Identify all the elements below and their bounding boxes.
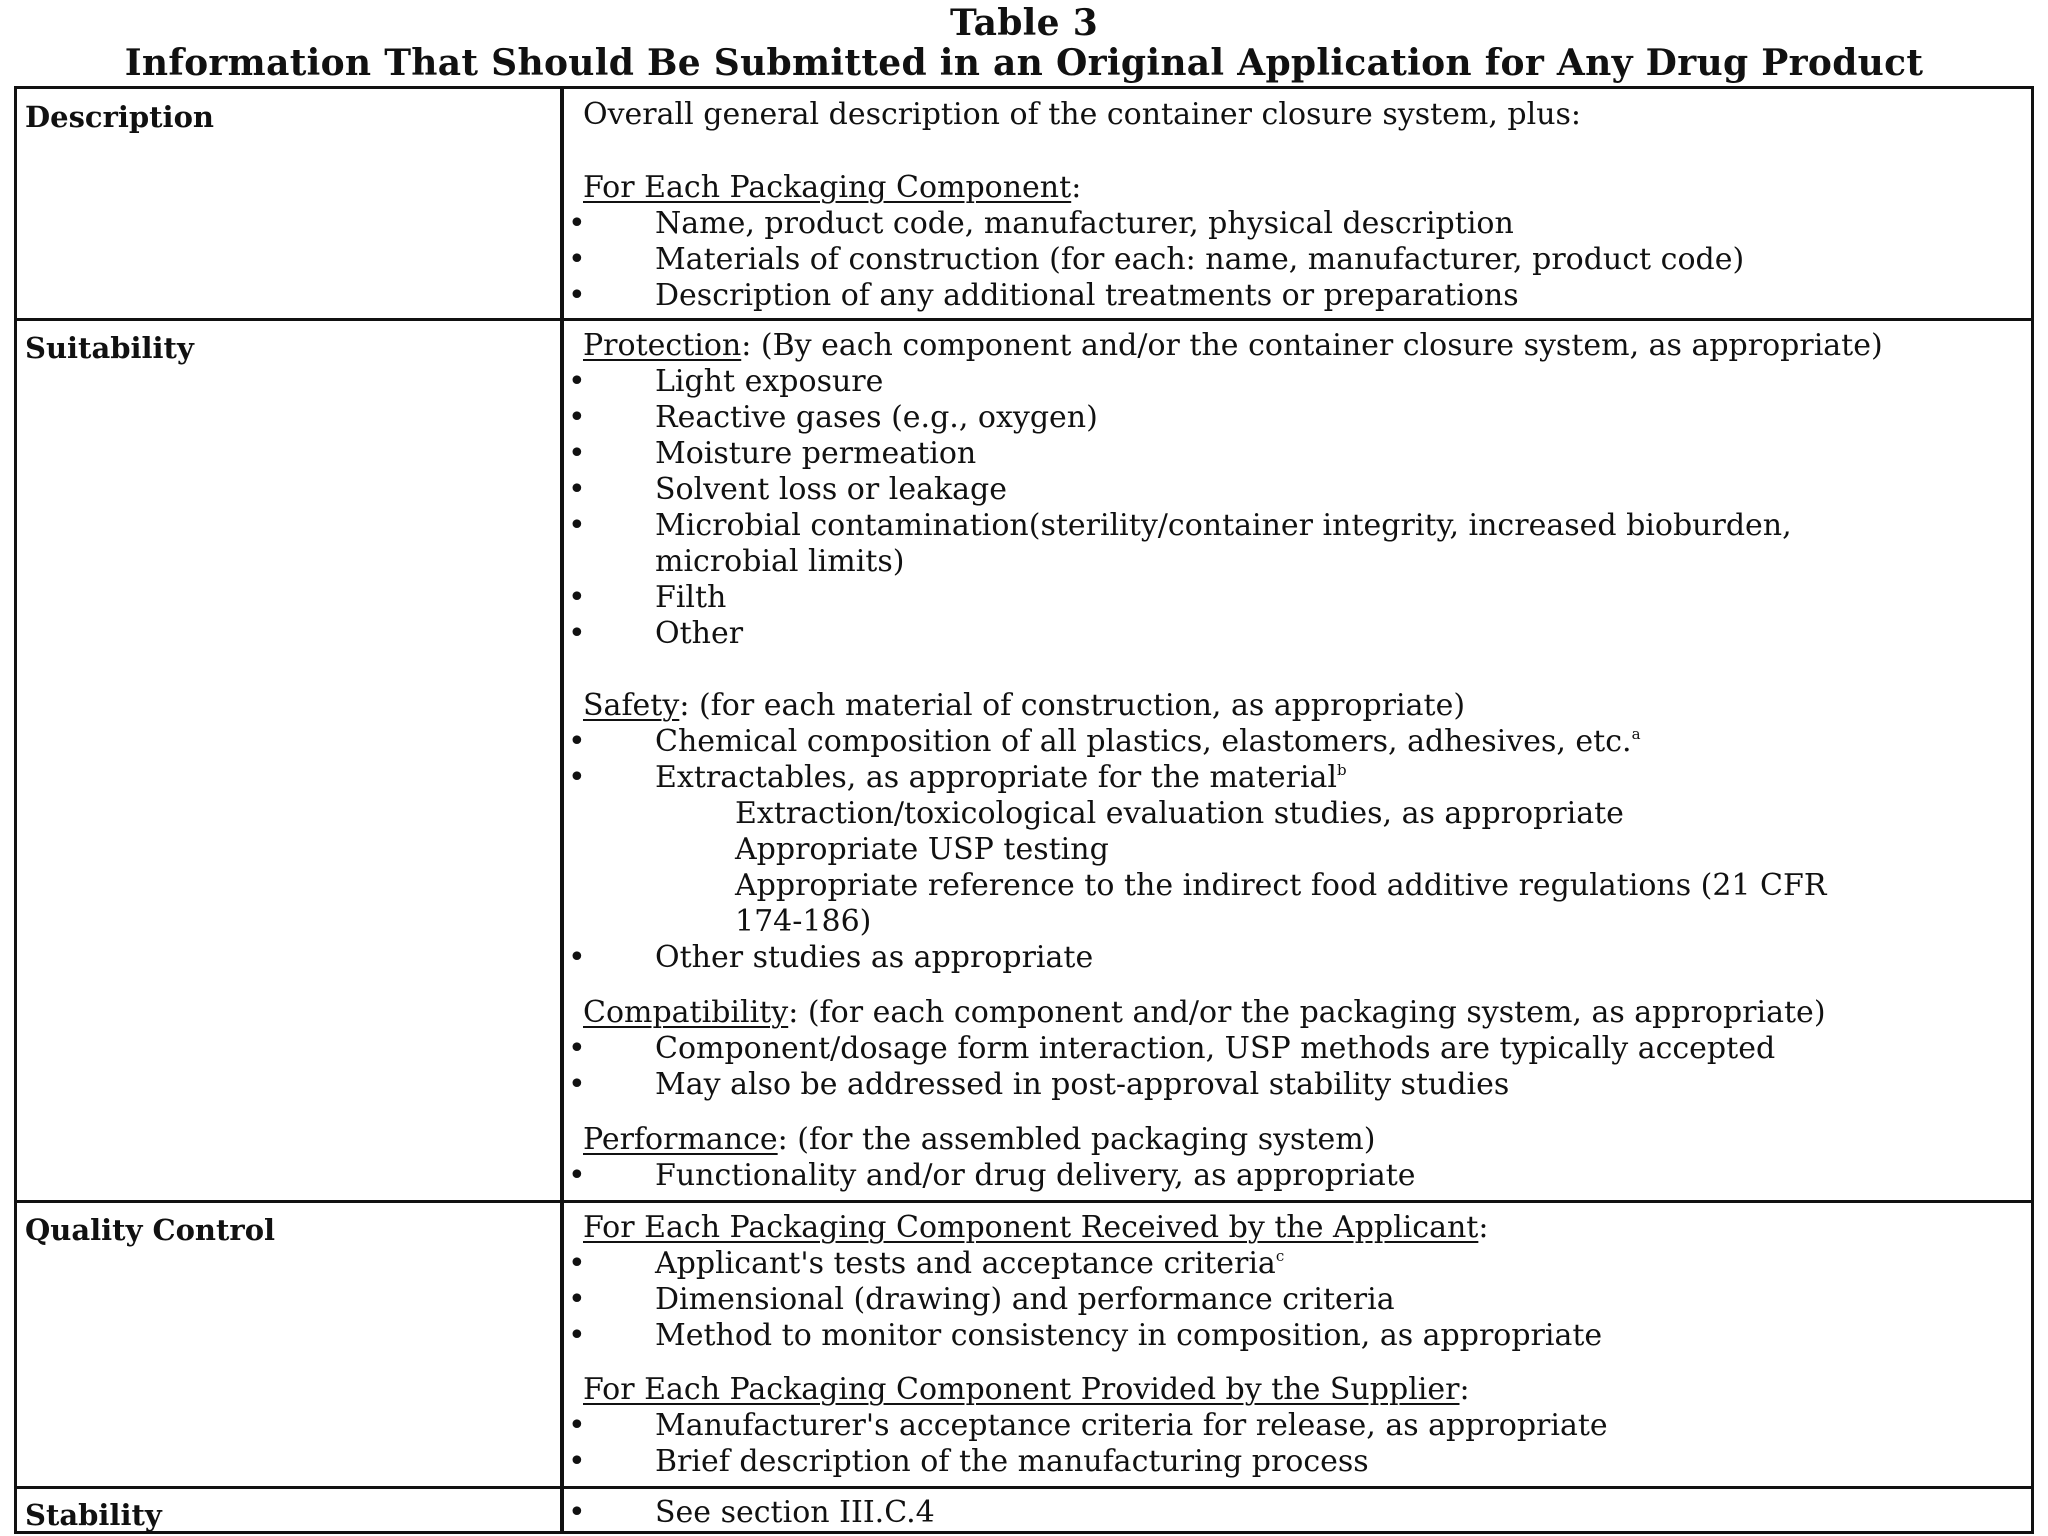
list-item: Extractables, as appropriate for the material$^b$ xyxy=(655,760,1347,795)
list-item: Other xyxy=(655,616,744,651)
row-label-quality-control: Quality Control xyxy=(25,1213,276,1247)
list-item: Light exposure xyxy=(655,364,884,399)
row-divider xyxy=(17,1486,2031,1489)
list-item: See section III.C.4 xyxy=(655,1495,935,1530)
bullet-icon: • xyxy=(568,278,586,313)
column-divider xyxy=(560,89,564,1531)
row-label-suitability: Suitability xyxy=(25,331,194,365)
compatibility-heading: Compatibility: (for each component and/or the packaging system, as appropriate) xyxy=(583,995,1826,1030)
description-intro: Overall general description of the container closure system, plus: xyxy=(583,97,1582,132)
footnote-marker: b xyxy=(1337,761,1347,779)
bullet-icon: • xyxy=(568,206,586,241)
bullet-icon: • xyxy=(568,400,586,435)
bullet-icon: • xyxy=(568,1031,586,1066)
list-item: Functionality and/or drug delivery, as appropriate xyxy=(655,1158,1416,1193)
list-item: Other studies as appropriate xyxy=(655,940,1094,975)
bullet-icon: • xyxy=(568,1067,586,1102)
bullet-icon: • xyxy=(568,1158,586,1193)
table-title: Information That Should Be Submitted in an Original Application for Any Drug Product xyxy=(124,42,1924,84)
bullet-icon: • xyxy=(568,1246,586,1281)
table-number: Table 3 xyxy=(949,2,1099,44)
list-item: Method to monitor consistency in composition, as appropriate xyxy=(655,1318,1603,1353)
bullet-icon: • xyxy=(568,760,586,795)
bullet-icon: • xyxy=(568,508,586,543)
bullet-icon: • xyxy=(568,616,586,651)
bullet-icon: • xyxy=(568,242,586,277)
list-item: Dimensional (drawing) and performance criteria xyxy=(655,1282,1395,1317)
sub-list-item: Appropriate USP testing xyxy=(735,832,1109,867)
footnote-marker: a xyxy=(1631,725,1641,743)
bullet-icon: • xyxy=(568,1282,586,1317)
list-item: Name, product code, manufacturer, physical description xyxy=(655,206,1514,241)
supplier-heading: For Each Packaging Component Provided by the Supplier: xyxy=(583,1372,1470,1407)
list-item: Materials of construction (for each: name, manufacturer, product code) xyxy=(655,242,1745,277)
footnote-marker: c xyxy=(1275,1247,1285,1265)
list-item: Microbial contamination(sterility/container integrity, increased bioburden, xyxy=(655,508,1792,543)
bullet-icon: • xyxy=(568,1495,586,1530)
list-item: Filth xyxy=(655,580,727,615)
received-heading: For Each Packaging Component Received by the Applicant: xyxy=(583,1210,1489,1245)
list-item: Applicant's tests and acceptance criteria$^c$ xyxy=(655,1246,1285,1281)
description-heading: For Each Packaging Component: xyxy=(583,170,1082,205)
bullet-icon: • xyxy=(568,472,586,507)
list-item: Moisture permeation xyxy=(655,436,977,471)
list-item: Reactive gases (e.g., oxygen) xyxy=(655,400,1098,435)
sub-list-item: Extraction/toxicological evaluation studies, as appropriate xyxy=(735,796,1624,831)
bullet-icon: • xyxy=(568,1318,586,1353)
bullet-icon: • xyxy=(568,580,586,615)
performance-heading: Performance: (for the assembled packaging system) xyxy=(583,1122,1376,1157)
list-item: Description of any additional treatments or preparations xyxy=(655,278,1519,313)
row-divider xyxy=(17,1200,2031,1203)
bullet-icon: • xyxy=(568,364,586,399)
bullet-icon: • xyxy=(568,1408,586,1443)
sub-list-item: 174-186) xyxy=(735,904,872,939)
list-item: Chemical composition of all plastics, elastomers, adhesives, etc.$^a$ xyxy=(655,724,1641,759)
bullet-icon: • xyxy=(568,724,586,759)
row-divider xyxy=(17,318,2031,321)
bullet-icon: • xyxy=(568,1444,586,1479)
bullet-icon: • xyxy=(568,436,586,471)
safety-heading: Safety: (for each material of construction, as appropriate) xyxy=(583,688,1466,723)
list-item: Manufacturer's acceptance criteria for release, as appropriate xyxy=(655,1408,1608,1443)
list-item: Component/dosage form interaction, USP methods are typically accepted xyxy=(655,1031,1776,1066)
list-item: Brief description of the manufacturing process xyxy=(655,1444,1369,1479)
protection-heading: Protection: (By each component and/or the container closure system, as appropriate) xyxy=(583,328,1883,363)
list-item: May also be addressed in post-approval stability studies xyxy=(655,1067,1510,1102)
row-label-stability: Stability xyxy=(25,1498,162,1532)
bullet-icon: • xyxy=(568,940,586,975)
row-label-description: Description xyxy=(25,100,214,134)
list-item-continuation: microbial limits) xyxy=(655,544,905,579)
list-item: Solvent loss or leakage xyxy=(655,472,1008,507)
sub-list-item: Appropriate reference to the indirect food additive regulations (21 CFR xyxy=(735,868,1827,903)
